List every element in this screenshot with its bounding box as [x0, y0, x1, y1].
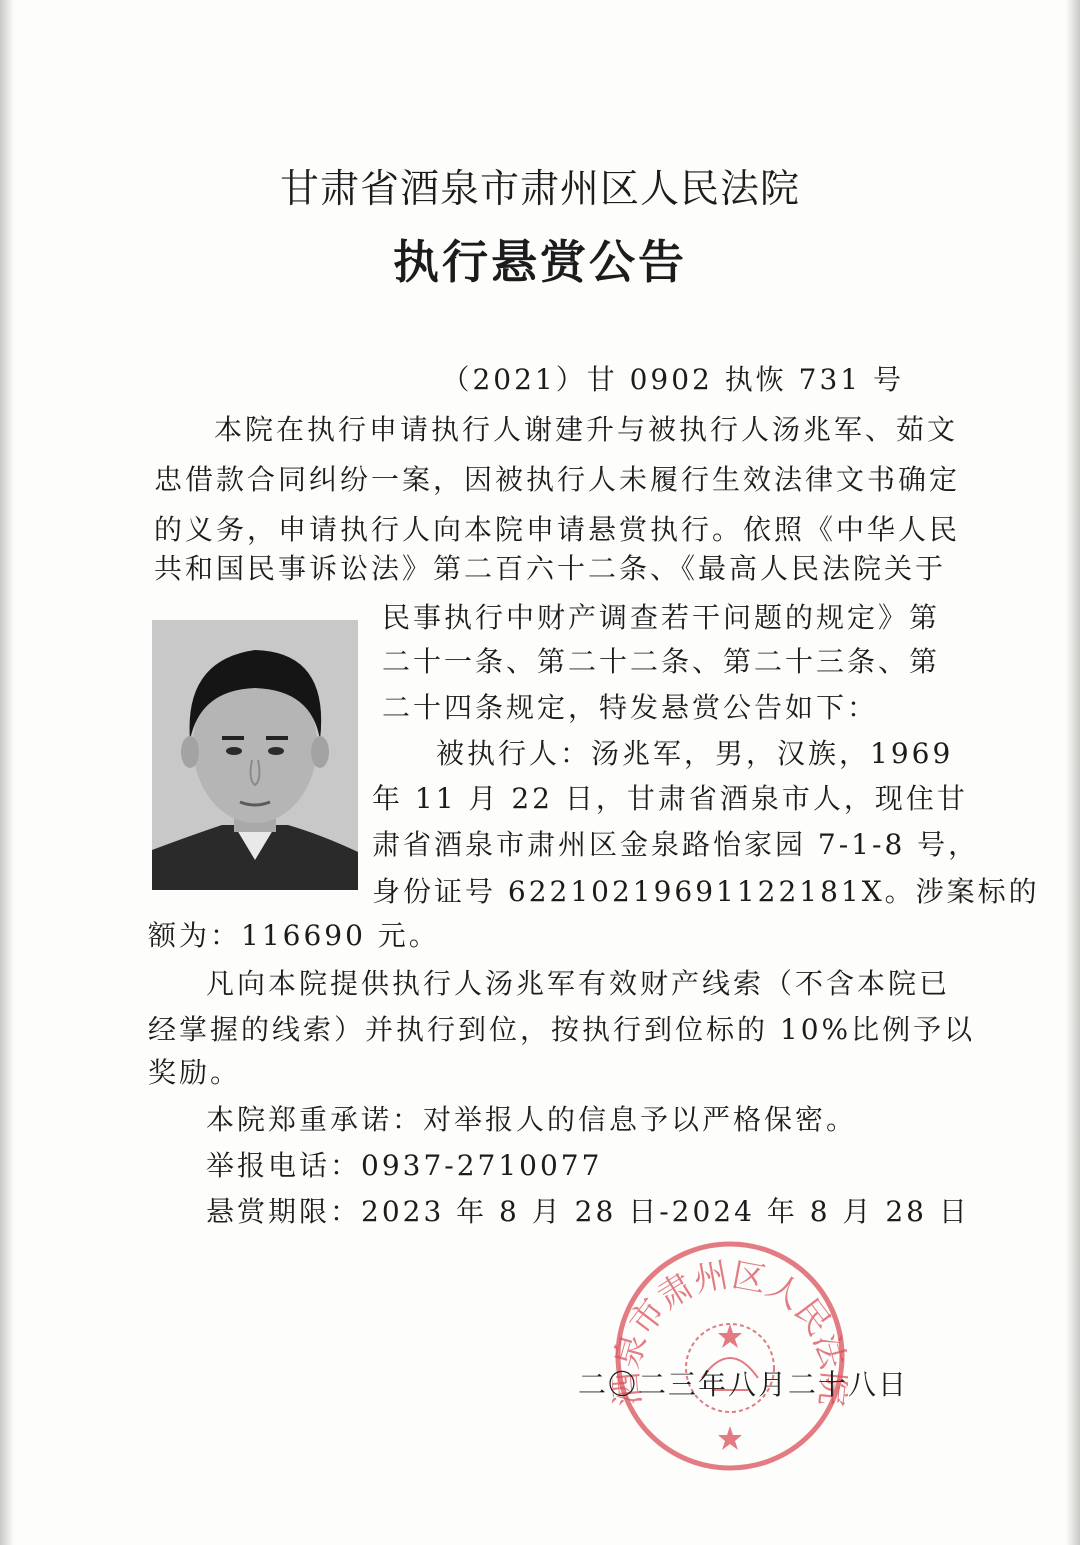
body-line: 民事执行中财产调查若干问题的规定》第	[382, 601, 941, 634]
seal-lettering: 市肃州区人民	[621, 1255, 839, 1343]
body-line: 本院在执行申请执行人谢建升与被执行人汤兆军、茹文	[214, 413, 959, 446]
debtor-photo	[152, 620, 358, 890]
body-line: 肃省酒泉市肃州区金泉路怡家园 7-1-8 号，	[372, 828, 980, 861]
case-number: （2021）甘 0902 执恢 731 号	[441, 363, 904, 396]
body-line: 共和国民事诉讼法》第二百六十二条、《最高人民法院关于	[154, 552, 947, 585]
body-line: 二十一条、第二十二条、第二十三条、第	[382, 645, 941, 678]
body-line: 经掌握的线索）并执行到位，按执行到位标的 10%比例予以	[148, 1013, 976, 1046]
court-name: 甘肃省酒泉市肃州区人民法院	[279, 167, 800, 212]
court-seal	[612, 1238, 848, 1474]
notice-title: 执行悬赏公告	[393, 235, 687, 289]
reward-period: 悬赏期限：2023 年 8 月 28 日-2024 年 8 月 28 日	[206, 1195, 970, 1228]
body-line: 额为：116690 元。	[148, 919, 440, 952]
body-line: 奖励。	[148, 1056, 242, 1089]
report-phone: 举报电话：0937-2710077	[206, 1149, 603, 1182]
signature-date: 二〇二三年八月二十八日	[578, 1368, 909, 1401]
body-line: 身份证号 62210219691122181X。涉案标的	[372, 875, 1040, 908]
body-line: 忠借款合同纠纷一案，因被执行人未履行生效法律文书确定	[154, 463, 961, 496]
body-line: 的义务，申请执行人向本院申请悬赏执行。依照《中华人民	[154, 513, 961, 546]
confidentiality-promise: 本院郑重承诺：对举报人的信息予以严格保密。	[206, 1103, 858, 1136]
body-line: 被执行人：汤兆军，男，汉族，1969	[436, 737, 954, 770]
body-line: 年 11 月 22 日，甘肃省酒泉市人，现住甘	[372, 782, 968, 815]
body-line: 二十四条规定，特发悬赏公告如下：	[382, 691, 879, 724]
body-line: 凡向本院提供执行人汤兆军有效财产线索（不含本院已	[206, 967, 951, 1000]
